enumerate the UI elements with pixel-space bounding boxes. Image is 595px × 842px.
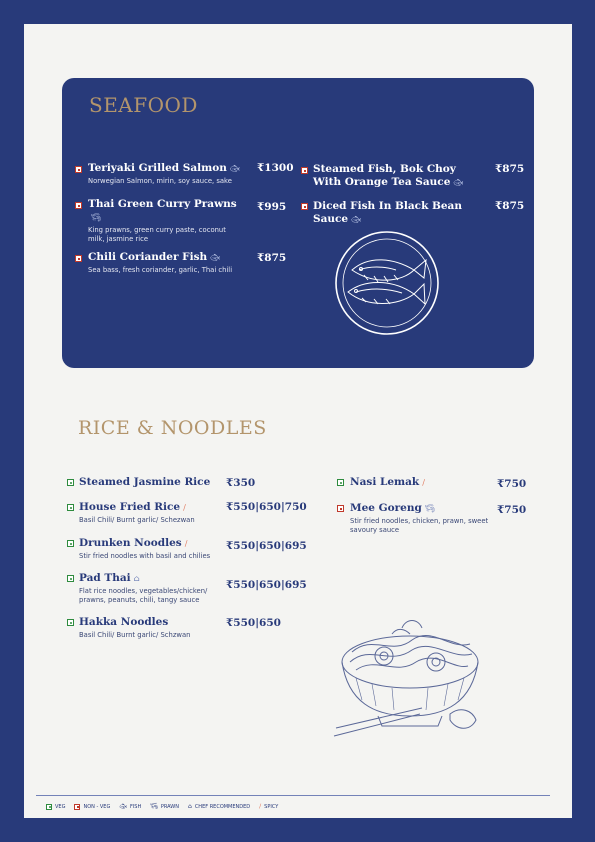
- item-name: Teriyaki Grilled Salmon: [88, 162, 227, 174]
- item-price: ₹750: [497, 504, 527, 516]
- noodle-bowl-illustration: [332, 604, 490, 744]
- item-price: ₹1300: [257, 162, 294, 174]
- nonveg-marker: [337, 505, 344, 512]
- veg-marker: [67, 575, 74, 582]
- legend-spicy: [259, 803, 278, 810]
- menu-item: [88, 251, 243, 275]
- chili-icon: ∕: [184, 539, 188, 548]
- menu-item: [350, 502, 490, 535]
- prawn-icon: 🦐︎: [424, 504, 435, 513]
- item-price: ₹350: [226, 477, 256, 489]
- legend-nonveg-label: NON - VEG: [83, 803, 111, 810]
- nonveg-marker: [301, 203, 308, 210]
- legend-nonveg: [74, 804, 110, 810]
- legend-veg-label: VEG: [55, 803, 66, 810]
- item-name: Mee Goreng: [350, 502, 422, 514]
- nonveg-marker: [301, 167, 308, 174]
- item-name: Thai Green Curry Prawns: [88, 198, 237, 210]
- menu-item: [350, 476, 490, 489]
- veg-marker: [67, 540, 74, 547]
- menu-item: [313, 200, 493, 226]
- veg-marker: [67, 504, 74, 511]
- item-price: ₹550|650|750: [226, 501, 307, 513]
- legend-fish: [119, 803, 141, 810]
- menu-item: [313, 163, 483, 189]
- item-desc: Basil Chili/ Burnt garlic/ Schzwan: [79, 631, 191, 639]
- menu-item: [79, 572, 229, 605]
- item-price: ₹875: [495, 200, 525, 212]
- item-name: Nasi Lemak: [350, 476, 420, 488]
- fish-plate-illustration: [334, 230, 440, 336]
- item-desc: Basil Chili/ Burnt garlic/ Schezwan: [79, 516, 195, 524]
- footer-divider: [36, 795, 550, 796]
- item-name: Drunken Noodles: [79, 537, 182, 549]
- fish-prawn-icon: 🐟︎: [453, 178, 464, 187]
- item-desc: Norwegian Salmon, mirin, soy sauce, sake: [88, 177, 232, 185]
- item-price: ₹875: [495, 163, 525, 175]
- veg-icon: [46, 804, 52, 810]
- item-name: Chili Coriander Fish: [88, 251, 208, 263]
- seafood-title: SEAFOOD: [89, 93, 198, 117]
- item-price: ₹875: [257, 252, 287, 264]
- item-price: ₹550|650|695: [226, 579, 307, 591]
- item-name: Steamed Fish, Bok Choy With Orange Tea Sauce: [313, 163, 456, 188]
- nonveg-marker: [75, 255, 82, 262]
- legend-prawn: [150, 803, 179, 810]
- veg-marker: [67, 479, 74, 486]
- rice-noodles-title: RICE & NOODLES: [78, 417, 267, 439]
- prawn-icon: 🦐︎: [91, 213, 102, 222]
- menu-item: [88, 162, 243, 186]
- item-desc: Stir fried noodles with basil and chilies: [79, 552, 211, 560]
- item-price: ₹550|650|695: [226, 540, 307, 552]
- menu-item: [79, 476, 229, 489]
- item-desc: Flat rice noodles, vegetables/chicken/ prawns, peanuts, chili, tangy sauce: [79, 587, 208, 604]
- chef-hat-icon: ⌂: [188, 803, 192, 810]
- item-name: Pad Thai: [79, 572, 131, 584]
- legend-chef-label: CHEF RECOMMENDED: [194, 803, 251, 810]
- item-name: Steamed Jasmine Rice: [79, 476, 211, 488]
- chili-icon: ∕: [259, 803, 262, 810]
- menu-item: [79, 537, 229, 561]
- legend-fish-label: FISH: [129, 803, 142, 810]
- fish-icon: 🐟︎: [351, 215, 362, 224]
- chili-icon: ∕: [183, 503, 186, 512]
- fish-icon: 🐟︎: [119, 803, 127, 810]
- item-name: Diced Fish In Black Bean Sauce: [313, 200, 462, 225]
- legend-chef: [188, 803, 250, 810]
- veg-marker: [67, 619, 74, 626]
- legend-prawn-label: PRAWN: [160, 803, 179, 810]
- legend: [46, 803, 278, 810]
- fish-icon: 🐟︎: [210, 253, 221, 262]
- item-desc: King prawns, green curry paste, coconut milk, jasmine rice: [88, 226, 226, 243]
- prawn-icon: 🦐︎: [150, 803, 158, 810]
- legend-veg: [46, 804, 65, 810]
- nonveg-icon: [74, 804, 80, 810]
- item-name: House Fried Rice: [79, 501, 181, 513]
- menu-page: [24, 24, 572, 818]
- chef-hat-icon: ⌂: [133, 574, 140, 583]
- item-price: ₹750: [497, 478, 527, 490]
- legend-spicy-label: SPICY: [264, 803, 279, 810]
- fish-icon: 🐟︎: [229, 164, 241, 173]
- seafood-section: [62, 78, 534, 368]
- menu-item: [79, 616, 229, 640]
- item-desc: Stir fried noodles, chicken, prawn, sweet savoury sauce: [350, 517, 489, 534]
- item-name: Hakka Noodles: [79, 616, 169, 628]
- menu-item: [79, 501, 229, 525]
- nonveg-marker: [75, 166, 82, 173]
- item-price: ₹995: [257, 201, 287, 213]
- menu-item: [88, 198, 243, 244]
- chili-icon: ∕: [422, 478, 425, 487]
- item-price: ₹550|650: [226, 617, 281, 629]
- veg-marker: [337, 479, 344, 486]
- item-desc: Sea bass, fresh coriander, garlic, Thai chili: [88, 266, 233, 274]
- nonveg-marker: [75, 202, 82, 209]
